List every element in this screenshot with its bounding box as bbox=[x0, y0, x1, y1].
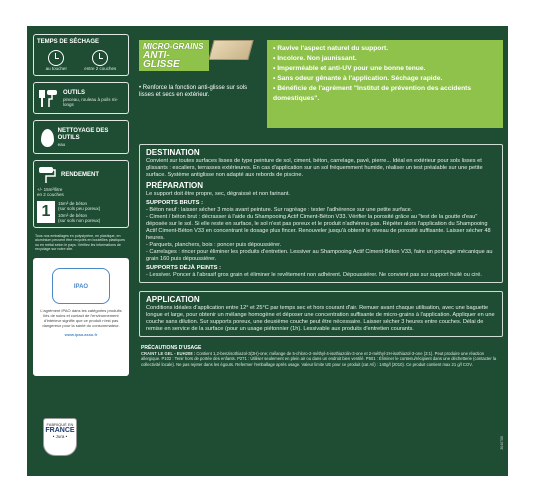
france-country: FRANCE bbox=[45, 427, 75, 434]
raw-supports-heading: SUPPORTS BRUTS : bbox=[146, 200, 204, 206]
ipao-text: L'agrément IPAO dans les catégories produits liés de soins et contact de l'environnement d'intérieur signifie que ce produit n'est pas dangereux pour la santé du consommateur. bbox=[40, 307, 122, 328]
yield-line1b: en 2 couches bbox=[37, 192, 64, 197]
yield-rate1: 15m² de béton bbox=[58, 201, 88, 206]
benefit-item: • Incolore. Non jaunissant. bbox=[273, 54, 497, 64]
preparation-intro: Le support doit être propre, sec, dégraissé et non farinant. bbox=[146, 191, 290, 197]
france-region: • Jura • bbox=[52, 434, 68, 439]
tools-text: pinceau, rouleau à poils mi-longs bbox=[63, 96, 119, 107]
raw-item: - Ciment / béton brut : décrasser à l'aide du Shampooing Actif Ciment-Béton V33. Vérifier la porosité grâce au "test de la goutte d'eau" déposée sur le sol. Si elle reste en surface, le sol n'est pas poreux et le produit n'adhérera pas. Répéter alors l'application du Shampooing Actif Ciment-Béton V33 en concentrant le dosage plus fincer. Renouveler jusqu'à obtenir le niveau de porosité suffisante. Laisser sécher 48 heures. bbox=[146, 214, 491, 241]
benefit-item: • Bénéficie de l'agrément "Institut de prévention des accidents domestiques". bbox=[273, 84, 497, 104]
benefits-box bbox=[267, 40, 503, 128]
cleaning-text: eau bbox=[57, 141, 66, 147]
cleaning-box bbox=[33, 120, 129, 154]
drying-time-box bbox=[33, 34, 129, 76]
water-drop-icon bbox=[41, 129, 54, 147]
instructions-column bbox=[139, 144, 503, 367]
destination-preparation-section bbox=[139, 144, 503, 283]
micro-grains-line1: MICRO-GRAINS bbox=[143, 42, 204, 51]
precautions-heading: PRÉCAUTIONS D'USAGE bbox=[141, 345, 202, 351]
info-sidebar bbox=[33, 34, 129, 376]
precautions-label: CRAINT LE GEL - EUH208 : bbox=[141, 351, 196, 356]
precautions-section bbox=[139, 345, 503, 367]
raw-item: - Parquets, planchers, bois : poncer puis dépoussiérer. bbox=[146, 242, 282, 248]
product-label-panel bbox=[27, 26, 508, 476]
yield-box bbox=[33, 160, 129, 228]
benefit-item: • Sans odeur gênante à l'application. Séchage rapide. bbox=[273, 74, 497, 84]
destination-text: Convient sur toutes surfaces lisses de type peinture de sol, ciment, béton, carrelage, pavé, pierre... Idéal en extérieur pour sols lisses et glissants : escaliers, terrasses extérieures. En cas d'application sur un sol fréquemment humide, réaliser un test préalable sur une petite surface. Système antiglisse non adapté aux rebords de piscine. bbox=[146, 158, 483, 178]
raw-item: - Carrelages : rincer pour éliminer les produits d'entretien. Lessiver au Shampooing Actif Ciment-Béton V33, faire un ponçage mécanique au grain 160 puis dépoussiérer. bbox=[146, 249, 493, 262]
brush-roller-icon bbox=[37, 87, 59, 109]
benefit-item: • Ravive l'aspect naturel du support. bbox=[273, 44, 497, 54]
micro-grains-line2: ANTI-GLISSE bbox=[143, 50, 180, 70]
benefit-item: • Imperméable et anti-UV pour une bonne tenue. bbox=[273, 64, 497, 74]
painted-supports-heading: SUPPORTS DÉJÀ PEINTS : bbox=[146, 265, 222, 271]
made-in-france-badge bbox=[43, 418, 77, 456]
litre-can-icon: 1 bbox=[37, 201, 55, 223]
wood-plank-image bbox=[208, 40, 253, 60]
destination-heading: DESTINATION bbox=[146, 148, 200, 157]
environment-text: Tous nos emballages en polystyrène, en plastique, en aluminium peuvent être recyclés en bouteilles plastiques ou en métal selon le pays. Vérifiez les informations de recyclage sur notre site. bbox=[35, 234, 125, 252]
drying-coats-label: entre 2 couches bbox=[84, 66, 117, 71]
yield-title: RENDEMENT bbox=[61, 171, 100, 178]
ipao-site: www.ipao.asso.fr bbox=[64, 331, 98, 337]
ipao-name: IPAO bbox=[73, 283, 89, 290]
yield-rate1b: (sur sols peu poreux) bbox=[58, 206, 101, 211]
micro-grains-text: • Renforce la fonction anti-glisse sur sols lisses et secs en extérieur. bbox=[139, 85, 248, 98]
drying-time-title: TEMPS DE SÉCHAGE bbox=[37, 39, 100, 45]
product-code: 3040706 bbox=[500, 436, 504, 450]
micro-grains-title bbox=[139, 40, 209, 71]
ipao-house-icon bbox=[52, 268, 110, 304]
yield-line1: +/- 15m²/litre bbox=[37, 187, 63, 192]
tools-box bbox=[33, 82, 129, 114]
yield-rate2: 10m² de béton bbox=[58, 213, 88, 218]
roller-icon bbox=[37, 165, 57, 185]
france-top: FABRIQUÉ EN bbox=[46, 422, 74, 427]
cleaning-title: NETTOYAGE DES OUTILS bbox=[57, 127, 109, 141]
preparation-heading: PRÉPARATION bbox=[146, 181, 204, 190]
micro-grains-block bbox=[139, 40, 259, 128]
tools-title: OUTILS bbox=[63, 89, 85, 96]
precautions-text: Contient 1,2-benzisothiazol-3(2H)-one; mélange de 5-chloro-2-méthyl-4-isothiazolin-3-one et 2-méthyl-2H-isothiazol-3-one (3:1). Peut produire une réaction allergique. P102 : Tenir hors de portée des enfants. P271 : Utiliser seulement en plein air ou dans un endroit bien ventilé. P501 : Éliminer le contenu/récipient dans une déchetterie (contacter la collectivité locale). Ne pas rejeter dans les égouts. Refermer l'emballage après usage. Valeur limite UE pour ce produit (cat A/i) : 140g/l (2010). Ce produit contient max 21 g/l COV. bbox=[141, 351, 497, 367]
painted-text: - Lessiver. Poncer à l'abrasif gros grain et éliminer le revêtement non adhérent. Dépoussiérer. Ne convient pas sur support huilé ou ciré. bbox=[146, 272, 482, 278]
clock-icon bbox=[48, 50, 64, 66]
application-heading: APPLICATION bbox=[146, 295, 200, 304]
raw-item: - Béton neuf : laisser sécher 3 mois avant peinture. Sur ragréage : tester l'adhérence sur une petite surface. bbox=[146, 207, 413, 213]
drying-touch-label: au toucher bbox=[45, 66, 67, 71]
clock-icon bbox=[92, 50, 108, 66]
application-section bbox=[139, 291, 503, 337]
yield-rate2b: (sur sols non poreux) bbox=[58, 218, 101, 223]
application-text: Conditions idéales d'application entre 12° et 25°C par temps sec et hors courant d'air. Remuer avant chaque utilisation, avec une baguette longue et large, pour obtenir un mélange homogène et déposer une concentration suffisante de micro-grains à l'application. Appliquer en une couche sans dilution. Sur supports poreux, une deuxième couche peut être nécessaire. Laisser sécher 3 heures entre couches. Délai de remise en service de la surface (pour un usage piétonnier (1h). Lessivable aux produits d'entretien courants. bbox=[146, 305, 495, 332]
ipao-logo-box bbox=[33, 258, 129, 376]
